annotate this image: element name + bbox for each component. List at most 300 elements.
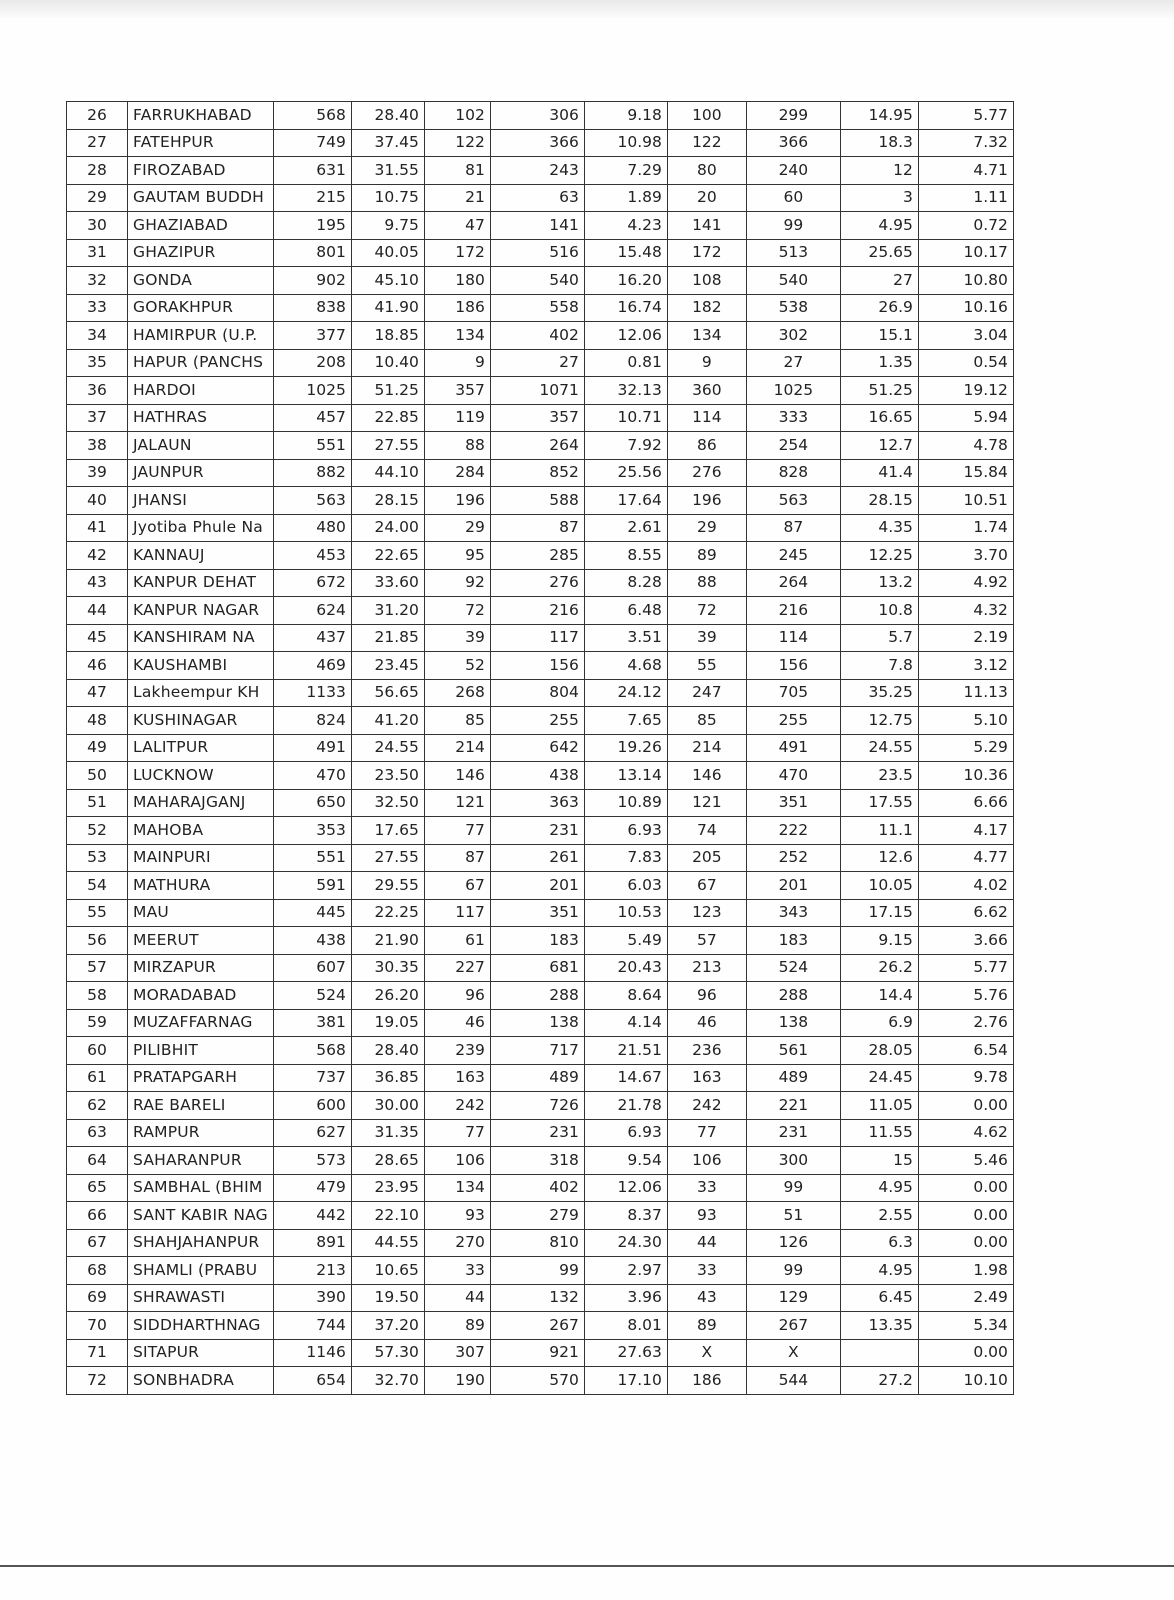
- value-cell: 21.51: [584, 1037, 667, 1065]
- value-cell: 9: [424, 349, 490, 377]
- serial-number-cell: 49: [67, 734, 128, 762]
- district-name-cell: MAU: [128, 899, 274, 927]
- district-name-cell: JHANSI: [128, 487, 274, 515]
- value-cell: 43: [667, 1284, 746, 1312]
- value-cell: 227: [424, 954, 490, 982]
- serial-number-cell: 52: [67, 817, 128, 845]
- table-row: [67, 817, 1014, 845]
- value-cell: 7.32: [918, 129, 1013, 157]
- table-row: [67, 239, 1014, 267]
- table-row: [67, 322, 1014, 350]
- value-cell: 21.85: [351, 624, 424, 652]
- serial-number-cell: 31: [67, 239, 128, 267]
- value-cell: 570: [490, 1367, 584, 1395]
- value-cell: 516: [490, 239, 584, 267]
- table-row: [67, 954, 1014, 982]
- value-cell: 21.78: [584, 1092, 667, 1120]
- district-name-cell: SHAHJAHANPUR: [128, 1229, 274, 1257]
- value-cell: 36.85: [351, 1064, 424, 1092]
- value-cell: 353: [273, 817, 351, 845]
- serial-number-cell: 55: [67, 899, 128, 927]
- value-cell: 838: [273, 294, 351, 322]
- value-cell: 650: [273, 789, 351, 817]
- value-cell: 390: [273, 1284, 351, 1312]
- value-cell: 41.90: [351, 294, 424, 322]
- value-cell: 134: [667, 322, 746, 350]
- value-cell: 470: [746, 762, 840, 790]
- value-cell: 5.76: [918, 982, 1013, 1010]
- value-cell: 88: [424, 432, 490, 460]
- value-cell: 2.97: [584, 1257, 667, 1285]
- value-cell: 231: [490, 817, 584, 845]
- value-cell: 77: [424, 817, 490, 845]
- value-cell: 0.00: [918, 1339, 1013, 1367]
- value-cell: 236: [667, 1037, 746, 1065]
- serial-number-cell: 39: [67, 459, 128, 487]
- value-cell: 7.92: [584, 432, 667, 460]
- table-row: [67, 1092, 1014, 1120]
- value-cell: 12: [840, 157, 918, 185]
- value-cell: 201: [490, 872, 584, 900]
- district-name-cell: Lakheempur KH: [128, 679, 274, 707]
- table-row: [67, 1367, 1014, 1395]
- district-name-cell: MAHOBA: [128, 817, 274, 845]
- value-cell: 2.19: [918, 624, 1013, 652]
- value-cell: 3.51: [584, 624, 667, 652]
- value-cell: 1133: [273, 679, 351, 707]
- value-cell: 10.51: [918, 487, 1013, 515]
- value-cell: 3.96: [584, 1284, 667, 1312]
- value-cell: 141: [667, 212, 746, 240]
- value-cell: 0.00: [918, 1092, 1013, 1120]
- value-cell: 5.77: [918, 102, 1013, 130]
- value-cell: 726: [490, 1092, 584, 1120]
- value-cell: 26.2: [840, 954, 918, 982]
- value-cell: 35.25: [840, 679, 918, 707]
- serial-number-cell: 37: [67, 404, 128, 432]
- table-row: [67, 514, 1014, 542]
- value-cell: 19.50: [351, 1284, 424, 1312]
- table-row: [67, 1147, 1014, 1175]
- district-name-cell: SHRAWASTI: [128, 1284, 274, 1312]
- value-cell: 77: [424, 1119, 490, 1147]
- value-cell: 1146: [273, 1339, 351, 1367]
- value-cell: 2.49: [918, 1284, 1013, 1312]
- district-name-cell: KUSHINAGAR: [128, 707, 274, 735]
- value-cell: 2.55: [840, 1202, 918, 1230]
- table-row: [67, 899, 1014, 927]
- value-cell: 39: [424, 624, 490, 652]
- value-cell: 92: [424, 569, 490, 597]
- value-cell: 121: [667, 789, 746, 817]
- value-cell: 11.55: [840, 1119, 918, 1147]
- value-cell: 4.95: [840, 1257, 918, 1285]
- district-name-cell: PILIBHIT: [128, 1037, 274, 1065]
- value-cell: 0.54: [918, 349, 1013, 377]
- value-cell: 28.05: [840, 1037, 918, 1065]
- value-cell: 538: [746, 294, 840, 322]
- value-cell: 9.75: [351, 212, 424, 240]
- district-name-cell: JALAUN: [128, 432, 274, 460]
- value-cell: 2.76: [918, 1009, 1013, 1037]
- value-cell: 24.12: [584, 679, 667, 707]
- value-cell: 1025: [746, 377, 840, 405]
- value-cell: 9: [667, 349, 746, 377]
- value-cell: 4.32: [918, 597, 1013, 625]
- value-cell: 3.66: [918, 927, 1013, 955]
- value-cell: 18.3: [840, 129, 918, 157]
- value-cell: 568: [273, 1037, 351, 1065]
- value-cell: 8.37: [584, 1202, 667, 1230]
- footer-rule: [0, 1565, 1174, 1567]
- value-cell: 681: [490, 954, 584, 982]
- value-cell: [840, 1339, 918, 1367]
- value-cell: 33.60: [351, 569, 424, 597]
- value-cell: 99: [746, 1174, 840, 1202]
- district-name-cell: KANPUR DEHAT: [128, 569, 274, 597]
- value-cell: 828: [746, 459, 840, 487]
- value-cell: 183: [490, 927, 584, 955]
- value-cell: 216: [490, 597, 584, 625]
- value-cell: 882: [273, 459, 351, 487]
- value-cell: 921: [490, 1339, 584, 1367]
- value-cell: 89: [424, 1312, 490, 1340]
- value-cell: 87: [490, 514, 584, 542]
- value-cell: 129: [746, 1284, 840, 1312]
- value-cell: 1.74: [918, 514, 1013, 542]
- value-cell: 255: [490, 707, 584, 735]
- value-cell: 60: [746, 184, 840, 212]
- value-cell: 363: [490, 789, 584, 817]
- value-cell: 29.55: [351, 872, 424, 900]
- value-cell: 15.48: [584, 239, 667, 267]
- value-cell: 18.85: [351, 322, 424, 350]
- value-cell: 891: [273, 1229, 351, 1257]
- value-cell: 19.05: [351, 1009, 424, 1037]
- value-cell: 20.43: [584, 954, 667, 982]
- district-name-cell: FARRUKHABAD: [128, 102, 274, 130]
- value-cell: 106: [667, 1147, 746, 1175]
- value-cell: 3.70: [918, 542, 1013, 570]
- value-cell: 81: [424, 157, 490, 185]
- table-row: [67, 1284, 1014, 1312]
- value-cell: 5.34: [918, 1312, 1013, 1340]
- value-cell: 491: [273, 734, 351, 762]
- value-cell: 360: [667, 377, 746, 405]
- district-name-cell: KANSHIRAM NA: [128, 624, 274, 652]
- value-cell: 442: [273, 1202, 351, 1230]
- value-cell: 299: [746, 102, 840, 130]
- table-row: [67, 267, 1014, 295]
- value-cell: 6.3: [840, 1229, 918, 1257]
- value-cell: 11.13: [918, 679, 1013, 707]
- district-name-cell: KANNAUJ: [128, 542, 274, 570]
- table-row: [67, 762, 1014, 790]
- value-cell: 357: [424, 377, 490, 405]
- value-cell: 27.55: [351, 432, 424, 460]
- value-cell: 14.67: [584, 1064, 667, 1092]
- value-cell: 51: [746, 1202, 840, 1230]
- value-cell: 437: [273, 624, 351, 652]
- value-cell: 8.55: [584, 542, 667, 570]
- value-cell: 24.00: [351, 514, 424, 542]
- serial-number-cell: 50: [67, 762, 128, 790]
- value-cell: 524: [273, 982, 351, 1010]
- serial-number-cell: 62: [67, 1092, 128, 1120]
- serial-number-cell: 53: [67, 844, 128, 872]
- value-cell: 19.12: [918, 377, 1013, 405]
- serial-number-cell: 38: [67, 432, 128, 460]
- district-name-cell: KAUSHAMBI: [128, 652, 274, 680]
- value-cell: 627: [273, 1119, 351, 1147]
- value-cell: 14.4: [840, 982, 918, 1010]
- value-cell: 5.10: [918, 707, 1013, 735]
- table-row: [67, 184, 1014, 212]
- value-cell: 333: [746, 404, 840, 432]
- value-cell: 33: [424, 1257, 490, 1285]
- district-name-cell: SONBHADRA: [128, 1367, 274, 1395]
- serial-number-cell: 66: [67, 1202, 128, 1230]
- value-cell: 10.10: [918, 1367, 1013, 1395]
- value-cell: 85: [424, 707, 490, 735]
- value-cell: 26.20: [351, 982, 424, 1010]
- value-cell: 117: [424, 899, 490, 927]
- value-cell: 6.66: [918, 789, 1013, 817]
- table-row: [67, 652, 1014, 680]
- value-cell: 17.65: [351, 817, 424, 845]
- value-cell: 11.1: [840, 817, 918, 845]
- value-cell: 24.55: [840, 734, 918, 762]
- value-cell: 489: [746, 1064, 840, 1092]
- value-cell: 10.53: [584, 899, 667, 927]
- value-cell: 0.00: [918, 1202, 1013, 1230]
- value-cell: 242: [667, 1092, 746, 1120]
- value-cell: 138: [490, 1009, 584, 1037]
- value-cell: 4.62: [918, 1119, 1013, 1147]
- value-cell: 44.10: [351, 459, 424, 487]
- district-name-cell: SAMBHAL (BHIM: [128, 1174, 274, 1202]
- value-cell: 10.8: [840, 597, 918, 625]
- value-cell: 631: [273, 157, 351, 185]
- value-cell: 9.78: [918, 1064, 1013, 1092]
- value-cell: 30.35: [351, 954, 424, 982]
- serial-number-cell: 41: [67, 514, 128, 542]
- value-cell: 288: [746, 982, 840, 1010]
- value-cell: 3.04: [918, 322, 1013, 350]
- value-cell: 88: [667, 569, 746, 597]
- value-cell: 489: [490, 1064, 584, 1092]
- value-cell: 7.83: [584, 844, 667, 872]
- value-cell: 7.8: [840, 652, 918, 680]
- table-row: [67, 679, 1014, 707]
- value-cell: 61: [424, 927, 490, 955]
- value-cell: 4.23: [584, 212, 667, 240]
- value-cell: 6.9: [840, 1009, 918, 1037]
- value-cell: 23.95: [351, 1174, 424, 1202]
- value-cell: 5.29: [918, 734, 1013, 762]
- value-cell: 12.6: [840, 844, 918, 872]
- district-data-table: [66, 101, 1014, 1395]
- value-cell: 705: [746, 679, 840, 707]
- serial-number-cell: 33: [67, 294, 128, 322]
- value-cell: 214: [424, 734, 490, 762]
- value-cell: 87: [746, 514, 840, 542]
- district-name-cell: RAE BARELI: [128, 1092, 274, 1120]
- value-cell: 245: [746, 542, 840, 570]
- serial-number-cell: 54: [67, 872, 128, 900]
- value-cell: 568: [273, 102, 351, 130]
- value-cell: 551: [273, 844, 351, 872]
- value-cell: 134: [424, 322, 490, 350]
- value-cell: 9.15: [840, 927, 918, 955]
- value-cell: 8.28: [584, 569, 667, 597]
- district-name-cell: RAMPUR: [128, 1119, 274, 1147]
- value-cell: X: [667, 1339, 746, 1367]
- value-cell: 824: [273, 707, 351, 735]
- value-cell: 17.10: [584, 1367, 667, 1395]
- value-cell: 186: [667, 1367, 746, 1395]
- value-cell: 600: [273, 1092, 351, 1120]
- value-cell: 205: [667, 844, 746, 872]
- value-cell: 15.1: [840, 322, 918, 350]
- value-cell: 40.05: [351, 239, 424, 267]
- value-cell: 31.35: [351, 1119, 424, 1147]
- table-row: [67, 377, 1014, 405]
- value-cell: 10.65: [351, 1257, 424, 1285]
- value-cell: 276: [490, 569, 584, 597]
- value-cell: 4.68: [584, 652, 667, 680]
- district-name-cell: LALITPUR: [128, 734, 274, 762]
- serial-number-cell: 36: [67, 377, 128, 405]
- table-row: [67, 1229, 1014, 1257]
- value-cell: 551: [273, 432, 351, 460]
- value-cell: 57: [667, 927, 746, 955]
- serial-number-cell: 69: [67, 1284, 128, 1312]
- value-cell: 4.35: [840, 514, 918, 542]
- value-cell: 402: [490, 322, 584, 350]
- value-cell: 607: [273, 954, 351, 982]
- value-cell: 231: [746, 1119, 840, 1147]
- district-name-cell: MORADABAD: [128, 982, 274, 1010]
- value-cell: 357: [490, 404, 584, 432]
- value-cell: 214: [667, 734, 746, 762]
- table-row: [67, 1339, 1014, 1367]
- serial-number-cell: 71: [67, 1339, 128, 1367]
- value-cell: 117: [490, 624, 584, 652]
- value-cell: 0.72: [918, 212, 1013, 240]
- value-cell: 52: [424, 652, 490, 680]
- value-cell: 591: [273, 872, 351, 900]
- table-row: [67, 597, 1014, 625]
- value-cell: 276: [667, 459, 746, 487]
- value-cell: 10.98: [584, 129, 667, 157]
- district-name-cell: GAUTAM BUDDH: [128, 184, 274, 212]
- serial-number-cell: 44: [67, 597, 128, 625]
- value-cell: 13.14: [584, 762, 667, 790]
- value-cell: 114: [667, 404, 746, 432]
- value-cell: 26.9: [840, 294, 918, 322]
- value-cell: 717: [490, 1037, 584, 1065]
- value-cell: 10.80: [918, 267, 1013, 295]
- value-cell: 1.11: [918, 184, 1013, 212]
- value-cell: 17.64: [584, 487, 667, 515]
- value-cell: 4.78: [918, 432, 1013, 460]
- value-cell: 215: [273, 184, 351, 212]
- table-body: [67, 102, 1014, 1395]
- value-cell: 4.95: [840, 212, 918, 240]
- district-name-cell: SIDDHARTHNAG: [128, 1312, 274, 1340]
- table-row: [67, 212, 1014, 240]
- value-cell: 10.17: [918, 239, 1013, 267]
- value-cell: 22.25: [351, 899, 424, 927]
- value-cell: 540: [490, 267, 584, 295]
- district-name-cell: MAINPURI: [128, 844, 274, 872]
- value-cell: 183: [746, 927, 840, 955]
- value-cell: 21: [424, 184, 490, 212]
- value-cell: 737: [273, 1064, 351, 1092]
- serial-number-cell: 47: [67, 679, 128, 707]
- value-cell: 72: [667, 597, 746, 625]
- value-cell: 544: [746, 1367, 840, 1395]
- table-row: [67, 404, 1014, 432]
- value-cell: 6.54: [918, 1037, 1013, 1065]
- value-cell: 12.25: [840, 542, 918, 570]
- value-cell: 254: [746, 432, 840, 460]
- serial-number-cell: 35: [67, 349, 128, 377]
- serial-number-cell: 56: [67, 927, 128, 955]
- value-cell: 30.00: [351, 1092, 424, 1120]
- value-cell: 37.45: [351, 129, 424, 157]
- value-cell: 11.05: [840, 1092, 918, 1120]
- value-cell: 573: [273, 1147, 351, 1175]
- value-cell: 31.20: [351, 597, 424, 625]
- value-cell: 67: [667, 872, 746, 900]
- value-cell: 3.12: [918, 652, 1013, 680]
- value-cell: 23.50: [351, 762, 424, 790]
- district-name-cell: FIROZABAD: [128, 157, 274, 185]
- value-cell: 99: [746, 212, 840, 240]
- value-cell: 74: [667, 817, 746, 845]
- value-cell: 156: [490, 652, 584, 680]
- value-cell: 28.15: [351, 487, 424, 515]
- value-cell: 21.90: [351, 927, 424, 955]
- value-cell: 12.7: [840, 432, 918, 460]
- value-cell: 190: [424, 1367, 490, 1395]
- value-cell: 156: [746, 652, 840, 680]
- serial-number-cell: 34: [67, 322, 128, 350]
- district-name-cell: SANT KABIR NAG: [128, 1202, 274, 1230]
- value-cell: 491: [746, 734, 840, 762]
- serial-number-cell: 43: [67, 569, 128, 597]
- value-cell: 588: [490, 487, 584, 515]
- value-cell: 6.93: [584, 817, 667, 845]
- table-row: [67, 927, 1014, 955]
- district-name-cell: HAPUR (PANCHS: [128, 349, 274, 377]
- table-row: [67, 129, 1014, 157]
- table-row: [67, 157, 1014, 185]
- value-cell: 27.2: [840, 1367, 918, 1395]
- value-cell: 85: [667, 707, 746, 735]
- value-cell: 208: [273, 349, 351, 377]
- value-cell: 267: [490, 1312, 584, 1340]
- serial-number-cell: 29: [67, 184, 128, 212]
- value-cell: 5.46: [918, 1147, 1013, 1175]
- district-name-cell: FATEHPUR: [128, 129, 274, 157]
- value-cell: 138: [746, 1009, 840, 1037]
- value-cell: 39: [667, 624, 746, 652]
- value-cell: 123: [667, 899, 746, 927]
- value-cell: 46: [424, 1009, 490, 1037]
